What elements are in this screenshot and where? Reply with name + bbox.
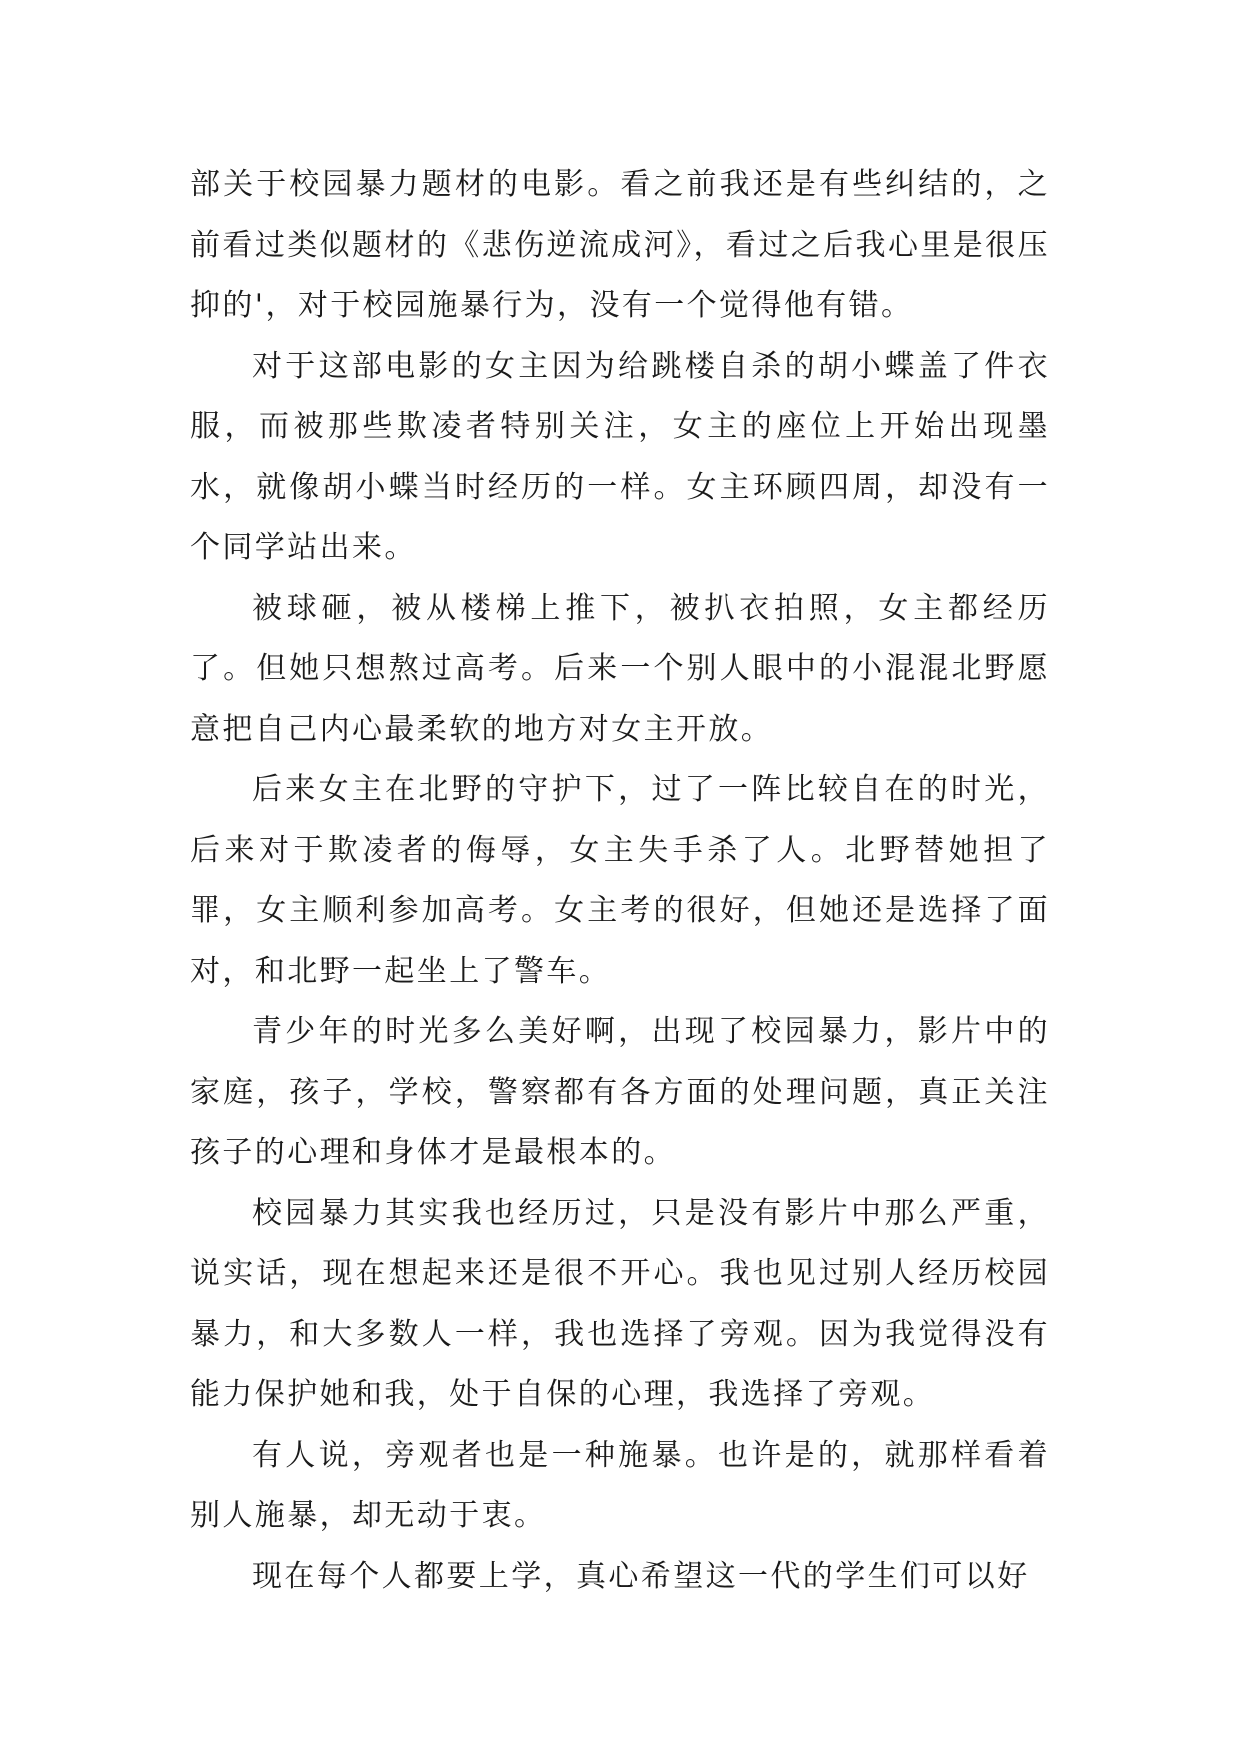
paragraph-8: 现在每个人都要上学，真心希望这一代的学生们可以好 xyxy=(252,1558,1030,1594)
paragraph-7: 有人说，旁观者也是一种施暴。也许是的，就那样看着别人施暴，却无动于衷。 xyxy=(190,1437,1050,1533)
paragraph-3: 被球砸，被从楼梯上推下，被扒衣拍照，女主都经历了。但她只想熬过高考。后来一个别人眼中的小混混北野愿意把自己内心最柔软的地方对女主开放。 xyxy=(190,590,1050,747)
document-body xyxy=(190,155,1050,1607)
paragraph-4: 后来女主在北野的守护下，过了一阵比较自在的时光，后来对于欺凌者的侮辱，女主失手杀了人。北野替她担了罪，女主顺利参加高考。女主考的很好，但她还是选择了面对，和北野一起坐上了警车。 xyxy=(190,772,1050,989)
paragraph-1: 部关于校园暴力题材的电影。看之前我还是有些纠结的，之前看过类似题材的《悲伤逆流成河》，看过之后我心里是很压抑的'，对于校园施暴行为，没有一个觉得他有错。 xyxy=(190,167,1050,323)
paragraph-2: 对于这部电影的女主因为给跳楼自杀的胡小蝶盖了件衣服，而被那些欺凌者特别关注，女主的座位上开始出现墨水，就像胡小蝶当时经历的一样。女主环顾四周，却没有一个同学站出来。 xyxy=(190,348,1050,565)
paragraph-6: 校园暴力其实我也经历过，只是没有影片中那么严重，说实话，现在想起来还是很不开心。我也见过别人经历校园暴力，和大多数人一样，我也选择了旁观。因为我觉得没有能力保护她和我，处于自保的心理，我选择了旁观。 xyxy=(190,1195,1050,1412)
paragraph-5: 青少年的时光多么美好啊，出现了校园暴力，影片中的家庭，孩子，学校，警察都有各方面的处理问题，真正关注孩子的心理和身体才是最根本的。 xyxy=(190,1014,1050,1170)
